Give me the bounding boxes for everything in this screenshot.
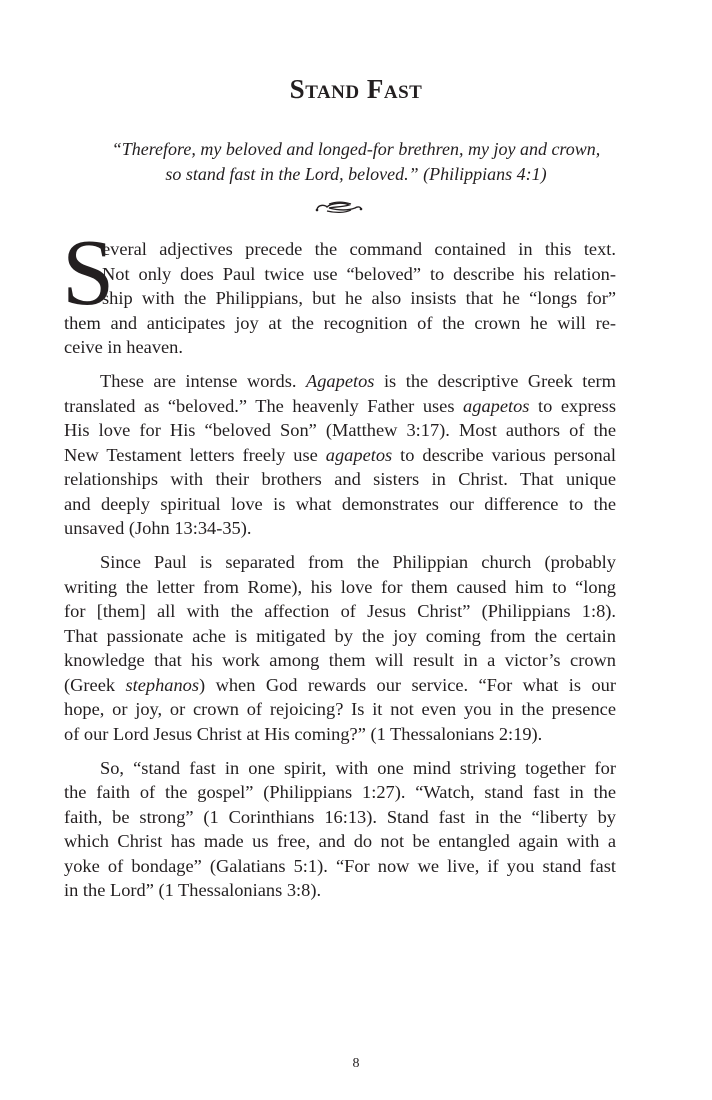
text-line [64,756,616,781]
text-line [64,550,616,575]
italic-term: agapetos [463,395,530,416]
text-line [64,492,616,517]
text-segment: for [them] all with the affection of Jesus Christ” (Philippians 1:8). [64,601,616,621]
text-line [64,722,616,747]
text-line [64,575,616,600]
text-line [64,467,616,492]
text-segment: These are intense words. [100,371,306,391]
text-segment: Since Paul is separated from the Philippian church (probably [100,552,616,572]
text-line [64,624,616,649]
italic-term: agapetos [325,444,393,465]
paragraph [64,369,616,541]
text-line [64,311,616,336]
page-number: 8 [352,1056,360,1071]
text-segment: faith, be strong” (1 Corinthians 16:13). Stand fast in the “liberty by [64,806,616,827]
italic-term: Agapetos [306,371,375,391]
text-line [64,648,616,673]
text-line [64,443,616,468]
text-line [64,262,616,287]
paragraph [64,756,616,903]
text-segment: So, “stand fast in one spirit, with one mind striving together for [100,757,616,778]
text-segment: New Testament letters freely use [64,444,326,465]
text-segment: ship with the Philippians, but he also insists that he “longs for” [102,288,616,308]
text-segment: them and anticipates joy at the recognition of the crown he will re- [64,312,616,333]
text-line [64,780,616,805]
text-segment: which Christ has made us free, and do not be entangled again with a [64,831,616,851]
text-segment: Not only does Paul twice use “beloved” to describe his relation- [102,263,616,284]
text-line [64,237,616,262]
drop-cap: S [62,221,115,325]
text-line [64,516,616,541]
epigraph-line: “Therefore, my beloved and longed-for brethren, my joy and crown, [111,139,601,159]
text-line [64,673,616,698]
text-segment: and deeply spiritual love is what demonstrates our difference to the [64,493,616,514]
text-segment: ceive in heaven. [64,337,183,357]
text-line [64,394,616,419]
text-line [64,286,616,311]
text-line [64,878,616,903]
text-segment: to express [529,395,616,416]
text-line [64,599,616,624]
text-segment: is the descriptive Greek term [374,371,616,391]
text-line [64,369,616,394]
paragraph [64,237,616,360]
text-line [64,335,616,360]
text-segment: to describe various personal [392,444,616,465]
text-segment: hope, or joy, or crown of rejoicing? Is it not even you in the presence [64,699,616,719]
body-text [62,221,616,912]
page-title: Stand Fast [289,74,423,104]
text-segment: His love for His “beloved Son” (Matthew 3:17). Most authors of the [64,420,616,440]
text-segment: unsaved (John 13:34-35). [64,518,252,538]
text-segment: knowledge that his work among them will result in a victor’s crown [64,650,616,670]
text-segment: everal adjectives precede the command contained in this text. [102,239,616,259]
epigraph-line: so stand fast in the Lord, beloved.” (Philippians 4:1) [165,164,547,184]
epigraph [60,137,652,187]
text-line [64,418,616,443]
italic-term: stephanos [125,674,200,695]
text-segment: writing the letter from Rome), his love for them caused him to “long [64,576,616,597]
text-segment: yoke of bondage” (Galatians 5:1). “For now we live, if you stand fast [64,855,616,876]
paragraph [64,550,616,746]
text-segment: in the Lord” (1 Thessalonians 3:8). [64,880,322,900]
text-line [64,854,616,879]
text-line [64,697,616,722]
text-segment: translated as “beloved.” The heavenly Father uses [64,395,464,416]
text-line [64,805,616,830]
text-line [64,829,616,854]
text-segment: of our Lord Jesus Christ at His coming?” (1 Thessalonians 2:19). [64,723,543,744]
text-segment: relationships with their brothers and sisters in Christ. That unique [64,469,616,489]
text-segment: That passionate ache is mitigated by the joy coming from the certain [64,625,616,646]
text-segment: the faith of the gospel” (Philippians 1:27). “Watch, stand fast in the [64,782,616,802]
text-segment: ) when God rewards our service. “For what is our [199,674,616,695]
flourish-ornament-icon [313,198,365,216]
text-segment: (Greek [64,674,126,695]
